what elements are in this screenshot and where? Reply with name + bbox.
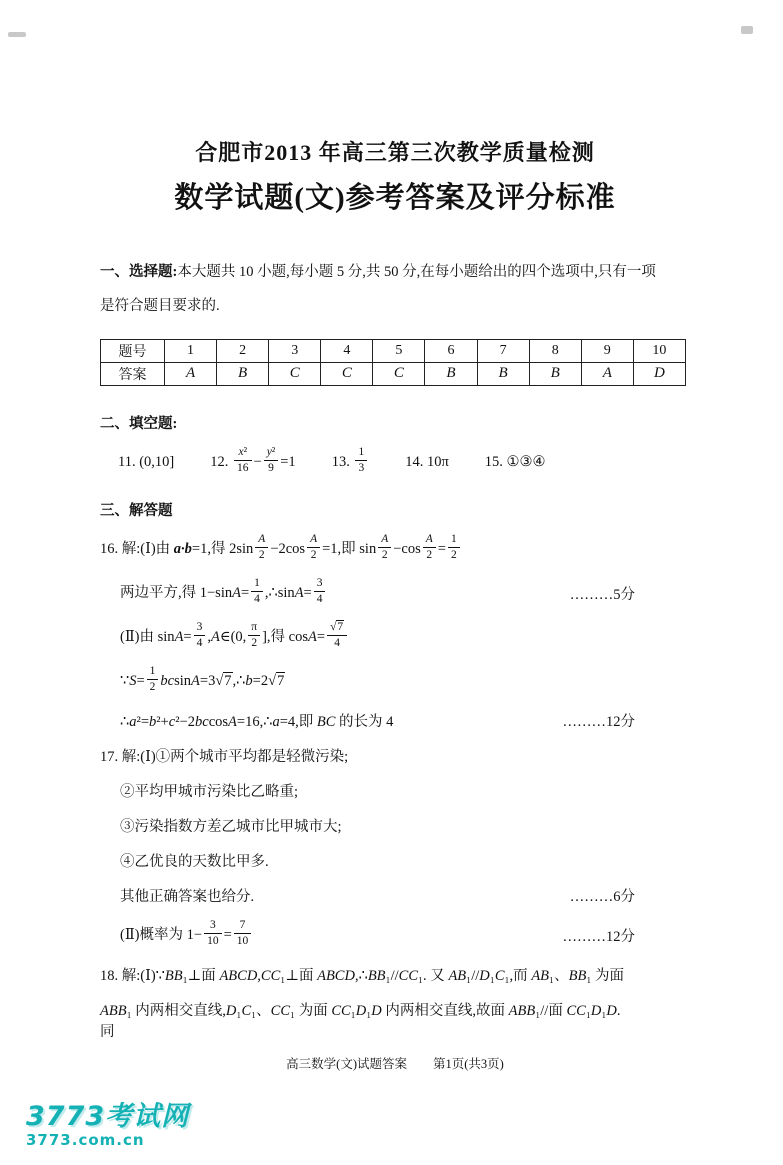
solution-text: ④乙优良的天数比甲多. <box>120 854 269 871</box>
fill-in-answers <box>100 447 690 478</box>
solution-text: 16. 解:(Ⅰ)由 a·b=1,得 2sin $\frac{A}{2}$ −2cos $\frac{A}{2}$ =1,即 sin $\frac{A}{2}$ −cos $\frac{A}{2}$ = $\frac{1}{2}$ <box>100 534 462 565</box>
document-title: 合肥市2013 年高三第三次教学质量检测 <box>195 140 595 165</box>
choice-section-intro-line1 <box>100 262 690 282</box>
scan-artifact <box>8 32 26 37</box>
score-marker: ………12分 <box>562 714 635 731</box>
fill-section-heading: 二、填空题: <box>100 415 178 432</box>
fill-answer-12: 12. $\frac{\text{x²}}{16}$ − $\frac{\text{y²}}{9}$ =1 <box>210 445 296 474</box>
answer-cell: C <box>373 362 425 385</box>
q18-solution-line <box>100 964 690 986</box>
scan-artifact <box>741 26 753 34</box>
solution-text: ②平均甲城市污染比乙略重; <box>120 784 299 801</box>
answer-cell: C <box>321 362 373 385</box>
row-label-answer: 答案 <box>101 362 165 385</box>
q18-solution-line <box>100 999 690 1041</box>
solution-text: ∴a²=b²+c²−2bccosA=16,∴a=4,即 BC 的长为 4 <box>120 714 394 731</box>
solution-text: (Ⅱ)由 sinA= $\frac{3}{4}$ ,A∈(0, $\frac{\pi}{2}$ ],得 cosA= $\frac{√7}{4}$ <box>120 622 349 653</box>
solution-text: 两边平方,得 1−sinA= $\frac{1}{4}$ ,∴sinA= $\frac{3}{4}$ <box>120 578 327 609</box>
choice-section-label: 一、选择题: <box>100 264 178 280</box>
solution-text: 其他正确答案也给分. <box>120 889 255 906</box>
fill-answer-15: 15. ①③④ <box>484 453 546 470</box>
question-number: 10 <box>633 339 685 362</box>
answer-cell: A <box>581 362 633 385</box>
q17-solution-line <box>100 815 690 837</box>
page-footer <box>100 1054 690 1072</box>
q17-solution-line <box>100 850 690 872</box>
q17-solution-line <box>100 780 690 802</box>
score-marker: ………5分 <box>569 587 635 604</box>
footer-page-number: 第1页(共3页) <box>433 1056 504 1071</box>
q17-solution-line <box>100 745 690 767</box>
answer-cell: A <box>165 362 217 385</box>
answer-cell: C <box>269 362 321 385</box>
question-number: 2 <box>217 339 269 362</box>
row-label-question: 题号 <box>101 339 165 362</box>
answer-cell: B <box>425 362 477 385</box>
answer-row <box>101 362 686 385</box>
fill-answer-14: 14. 10π <box>405 453 449 470</box>
watermark-site-url: 3773.com.cn <box>26 1130 145 1149</box>
q16-solution-line <box>100 622 690 653</box>
choice-section-intro-text: 本大题共 10 小题,每小题 5 分,共 50 分,在每小题给出的四个选项中,只有一项 <box>177 264 656 280</box>
solution-text: 18. 解:(Ⅰ)∵BB₁⊥面 ABCD,CC₁⊥面 ABCD,∴BB₁//CC₁. 又 AB₁//D₁C₁,而 AB₁、BB₁ 为面 <box>100 968 624 985</box>
question-number: 7 <box>477 339 529 362</box>
question-number-row <box>101 339 686 362</box>
q16-solution-line <box>100 666 690 697</box>
question-number: 3 <box>269 339 321 362</box>
answer-cell: B <box>477 362 529 385</box>
watermark <box>26 1101 189 1149</box>
answer-cell: B <box>529 362 581 385</box>
q16-solution-line <box>100 710 690 732</box>
score-marker: ………12分 <box>562 928 635 945</box>
q16-solution-line <box>100 578 690 609</box>
answer-table <box>100 339 686 386</box>
fill-answer-11: 11. (0,10] <box>118 453 175 470</box>
watermark-site-name: 3773考试网 <box>26 1100 190 1132</box>
question-number: 9 <box>581 339 633 362</box>
solution-text: ABB₁ 内两相交直线,D₁C₁、CC₁ 为面 CC₁D₁D 内两相交直线,故面 ABB₁//面 CC₁D₁D. 同 <box>100 1002 621 1040</box>
q17-solution-line <box>100 920 690 951</box>
question-number: 4 <box>321 339 373 362</box>
question-number: 6 <box>425 339 477 362</box>
q16-solution-line <box>100 534 690 565</box>
score-marker: ………6分 <box>569 889 635 906</box>
q17-solution-line <box>100 885 690 907</box>
solution-text: ③污染指数方差乙城市比甲城市大; <box>120 819 342 836</box>
choice-section-intro-line2: 是符合题目要求的. <box>100 298 220 315</box>
answer-cell: D <box>633 362 685 385</box>
document-content <box>100 136 690 1072</box>
solution-text: 17. 解:(Ⅰ)①两个城市平均都是轻微污染; <box>100 749 349 766</box>
question-number: 8 <box>529 339 581 362</box>
solution-text: ∵S= $\frac{1}{2}$ bcsinA=3√7,∴b=2√7 <box>120 665 285 694</box>
solution-text: (Ⅱ)概率为 1− $\frac{3}{10}$ = $\frac{7}{10}$ <box>120 920 253 951</box>
question-number: 1 <box>165 339 217 362</box>
answer-cell: B <box>217 362 269 385</box>
footer-document-name: 高三数学(文)试题答案 <box>286 1056 407 1071</box>
fill-answer-13: 13. $\frac{1}{3}$ <box>332 447 370 478</box>
solve-section-heading: 三、解答题 <box>100 503 173 520</box>
question-number: 5 <box>373 339 425 362</box>
document-subtitle: 数学试题(文)参考答案及评分标准 <box>174 182 616 214</box>
